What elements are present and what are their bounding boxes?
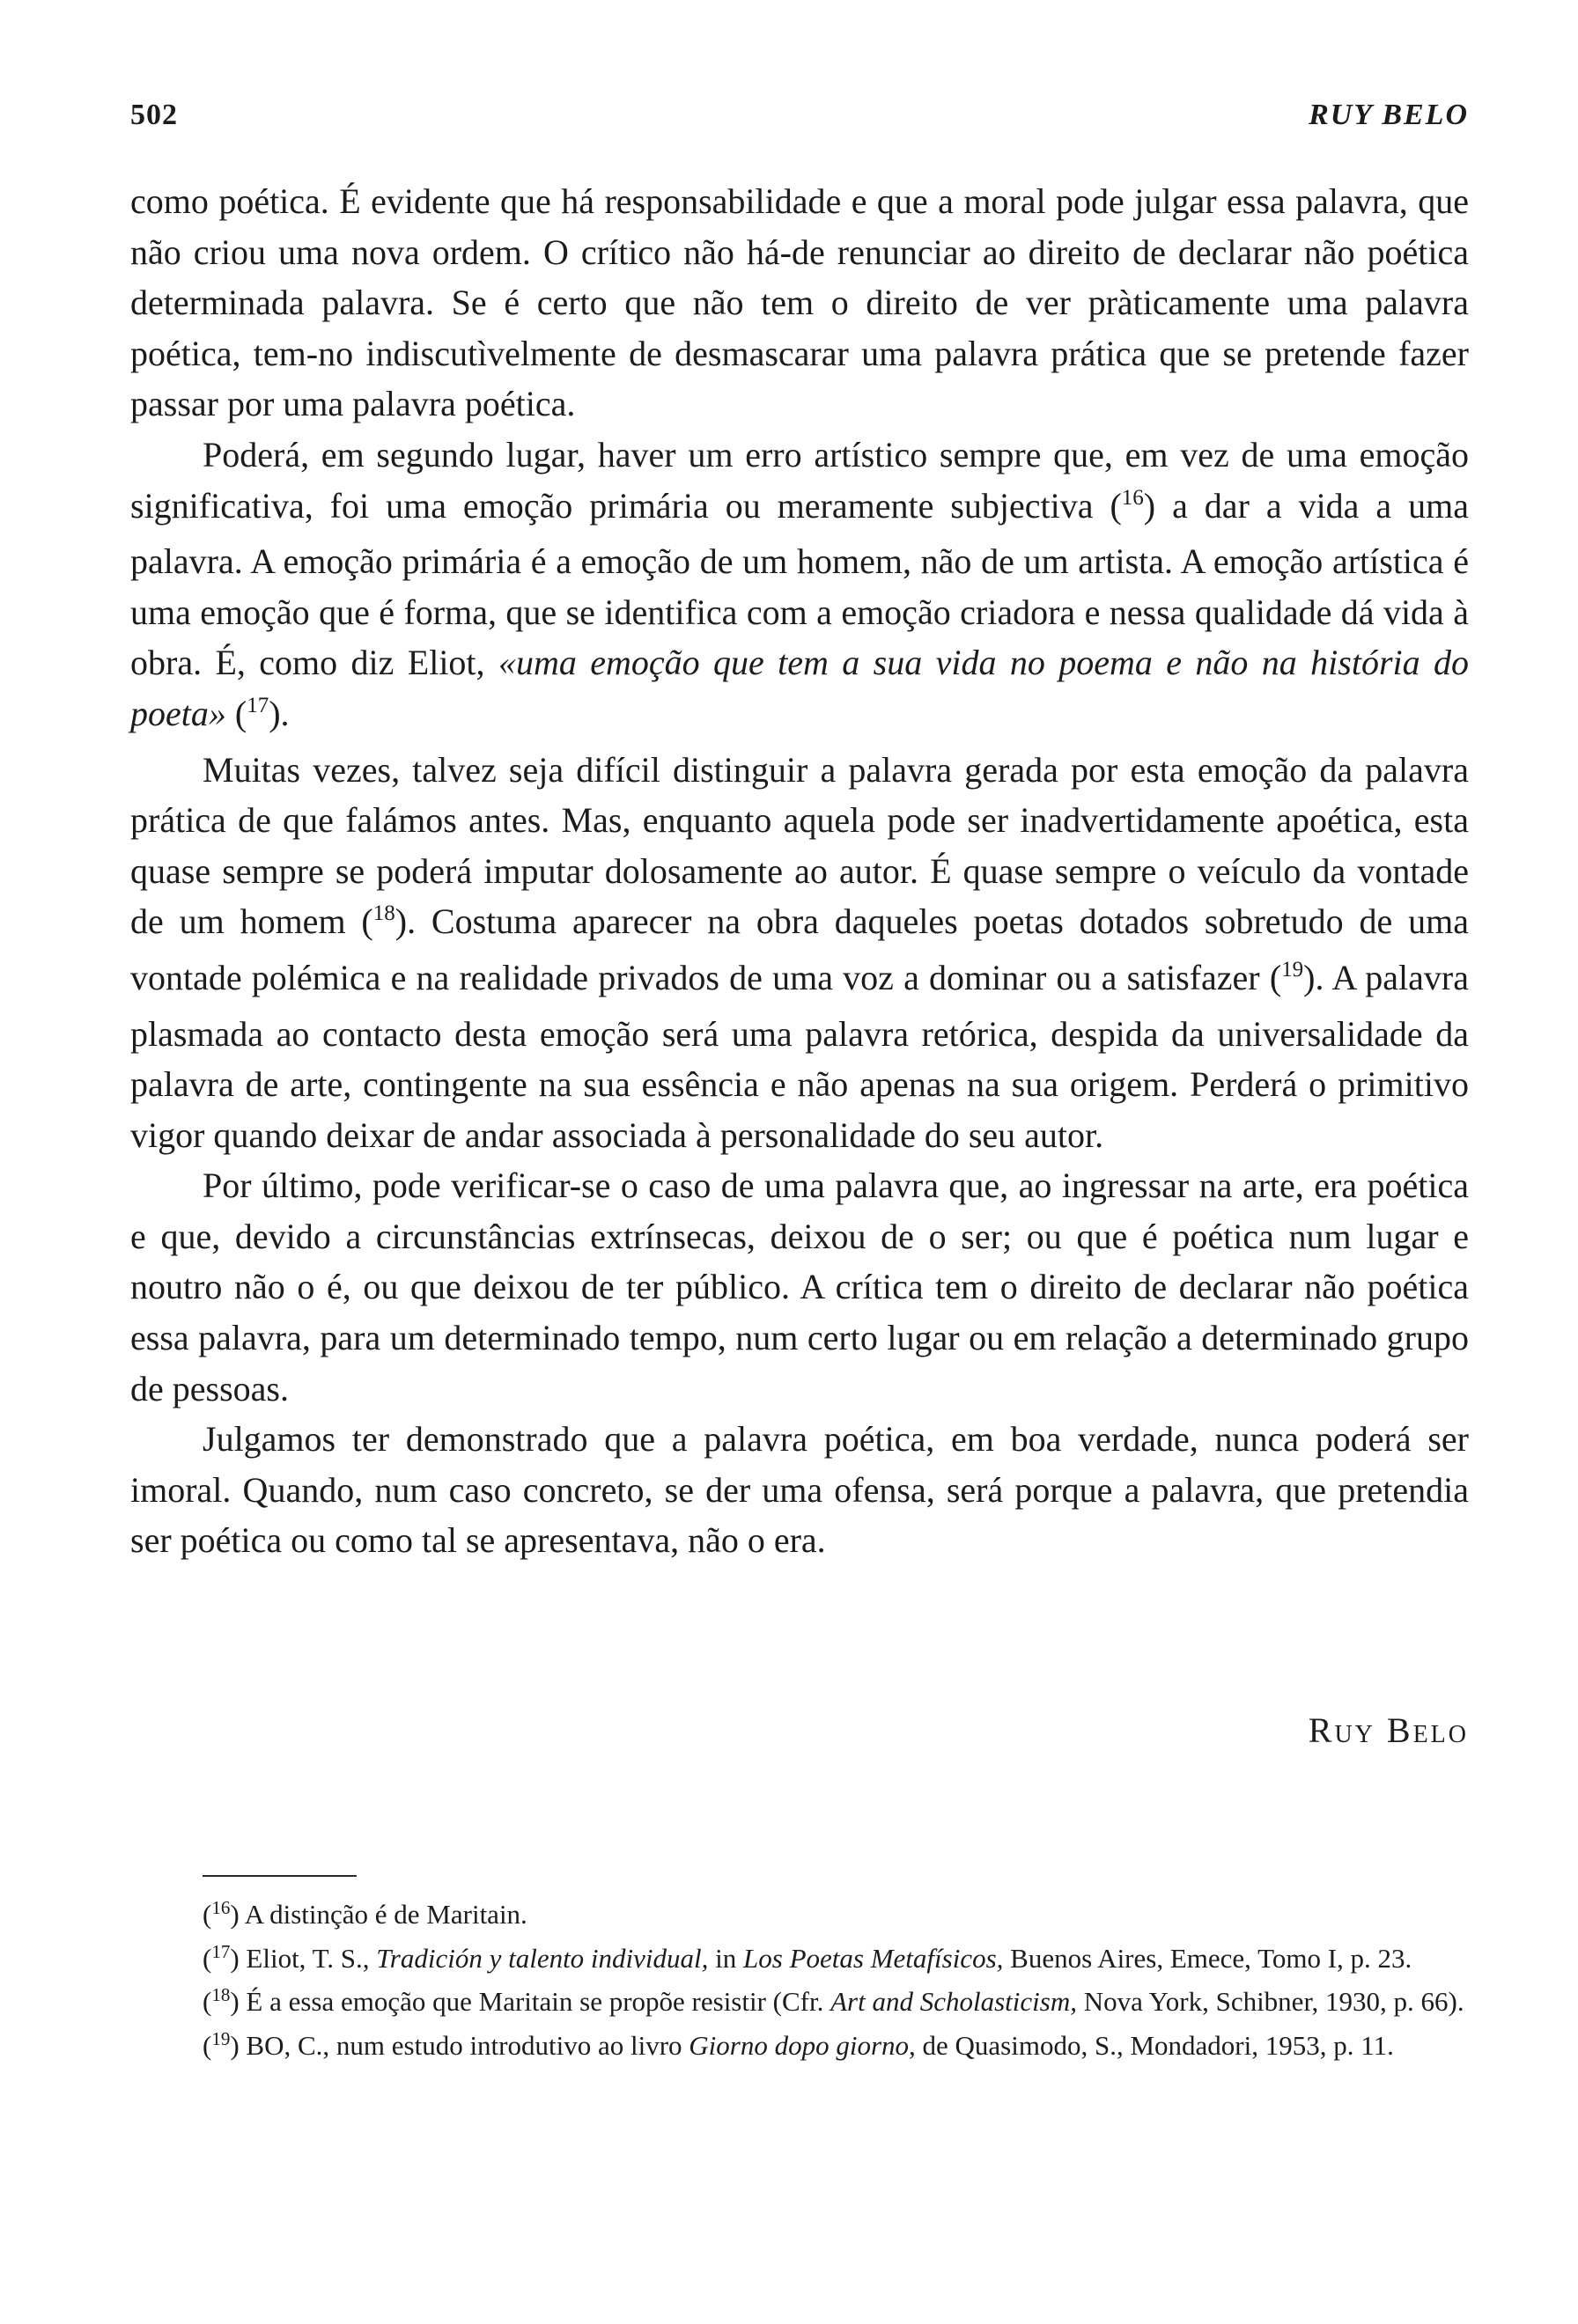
footnote-ref-17[interactable]	[235, 694, 281, 733]
footnote-17-text-c: Buenos Aires, Emece, Tomo I, p. 23.	[1003, 1942, 1412, 1974]
footnote-17	[130, 1938, 1469, 1982]
footnote-19	[130, 2026, 1469, 2070]
footnote-ref-19[interactable]	[1270, 958, 1316, 997]
paragraph-3-text-c: . A palavra plasmada ao contacto desta emoção será uma palavra retórica, despida da universalidade da palavra de arte, contingente na sua essência e não apenas na sua origem. Perderá o primitivo vigor quando deixar de andar associada à personalidade do seu autor.	[130, 957, 1470, 1155]
paragraph-3-text-b: . Costuma aparecer na obra daqueles poetas dotados sobretudo de uma vontade polémica e na realidade privados de uma voz a dominar ou a satisfazer	[130, 901, 1469, 997]
footnote-18-title: Art and Scholasticism,	[830, 1986, 1077, 2017]
paragraph-1-text: como poética. É evidente que há responsabilidade e que a moral pode julgar essa palavra, que não criou uma nova ordem. O crítico não há-de renunciar ao direito de declarar não poética determinada palavra. Se é certo que não tem o direito de ver pràticamente uma palavra poética, tem-no indiscutìvelmente de desmascarar uma palavra prática que se pretende fazer passar por uma palavra poética.	[130, 181, 1469, 424]
footnote-18-mark: ($^{18}$)	[203, 1984, 240, 2017]
footnote-ref-19-text: ($^{19}$)	[1269, 957, 1316, 997]
paragraph-4	[130, 1160, 1469, 1414]
footnote-16-mark: ($^{16}$)	[203, 1897, 240, 1930]
footnote-18	[130, 1982, 1469, 2026]
eliot-quote: «uma emoção que tem a sua vida no poema e não na história do poeta»	[130, 643, 1470, 733]
running-head: RUY BELO	[1309, 99, 1469, 131]
paragraph-4-text: Por último, pode verificar-se o caso de uma palavra que, ao ingressar na arte, era poética e que, devido a circunstâncias extrínsecas, deixou de o ser; ou que é poética num lugar e noutro não o é, ou que deixou de ter público. A crítica tem o direito de declarar não poética essa palavra, para um determinado tempo, num certo lugar ou em relação a determinado grupo de pessoas.	[130, 1166, 1469, 1408]
footnote-ref-18-text: ($^{18}$)	[361, 901, 408, 942]
paragraph-1	[130, 176, 1469, 430]
footnote-ref-16[interactable]	[1110, 486, 1155, 526]
paragraph-2-end: .	[280, 693, 290, 733]
footnote-ref-18[interactable]	[361, 901, 407, 941]
footnote-16-text: A distinção é de Maritain.	[239, 1899, 527, 1930]
footnote-17-title-2: Los Poetas Metafísicos,	[743, 1942, 1004, 1974]
author-signature: Ruy Belo	[1308, 1710, 1469, 1750]
paragraph-5	[130, 1414, 1469, 1566]
footnotes	[130, 1894, 1469, 2069]
footnote-divider	[203, 1875, 357, 1877]
footnote-19-mark: ($^{19}$)	[203, 2027, 240, 2061]
footnote-17-mark: ($^{17}$)	[203, 1940, 240, 1974]
footnote-ref-17-text: ($^{17}$)	[234, 693, 281, 733]
paragraph-2	[130, 430, 1469, 745]
footnote-19-text-a: BO, C., num estudo introdutivo ao livro	[239, 2029, 689, 2061]
footnote-17-text-a: Eliot, T. S.,	[239, 1942, 377, 1974]
paragraph-2-text-a: Poderá, em segundo lugar, haver um erro artístico sempre que, em vez de uma emoção significativa, foi uma emoção primária ou meramente subjectiva	[130, 434, 1469, 526]
footnote-17-title-1: Tradición y talento individual,	[376, 1942, 709, 1974]
footnote-16	[130, 1894, 1469, 1938]
footnote-19-title: Giorno dopo giorno,	[689, 2029, 916, 2061]
footnote-17-text-b: in	[708, 1942, 744, 1974]
paragraph-3	[130, 745, 1469, 1161]
footnote-18-text-b: Nova York, Schibner, 1930, p. 66).	[1076, 1986, 1464, 2017]
paragraph-5-text: Julgamos ter demonstrado que a palavra poética, em boa verdade, nunca poderá ser imoral. Quando, num caso concreto, se der uma ofensa, será porque a palavra, que pretendia ser poética ou como tal se apresentava, não o era.	[130, 1419, 1469, 1561]
footnote-ref-16-text: ($^{16}$)	[1110, 485, 1156, 526]
article-body	[130, 176, 1469, 1566]
footnote-18-text-a: É a essa emoção que Maritain se propõe resistir (Cfr.	[239, 1986, 831, 2017]
paragraph-3-text-a: Muitas vezes, talvez seja difícil distinguir a palavra gerada por esta emoção da palavra prática de que falámos antes. Mas, enquanto aquela pode ser inadvertidamente apoética, esta quase sempre se poderá imputar dolosamente ao autor. É quase sempre o veículo da vontade de um homem	[130, 749, 1469, 942]
page-number: 502	[130, 99, 178, 131]
footnote-19-text-b: de Quasimodo, S., Mondadori, 1953, p. 11.	[915, 2029, 1394, 2061]
paragraph-2-text-b: a dar a vida a uma palavra. A emoção primária é a emoção de um homem, não de um artista. A emoção artística é uma emoção que é forma, que se identifica com a emoção criadora e nessa qualidade dá vida à obra. É, como diz Eliot,	[130, 485, 1469, 683]
